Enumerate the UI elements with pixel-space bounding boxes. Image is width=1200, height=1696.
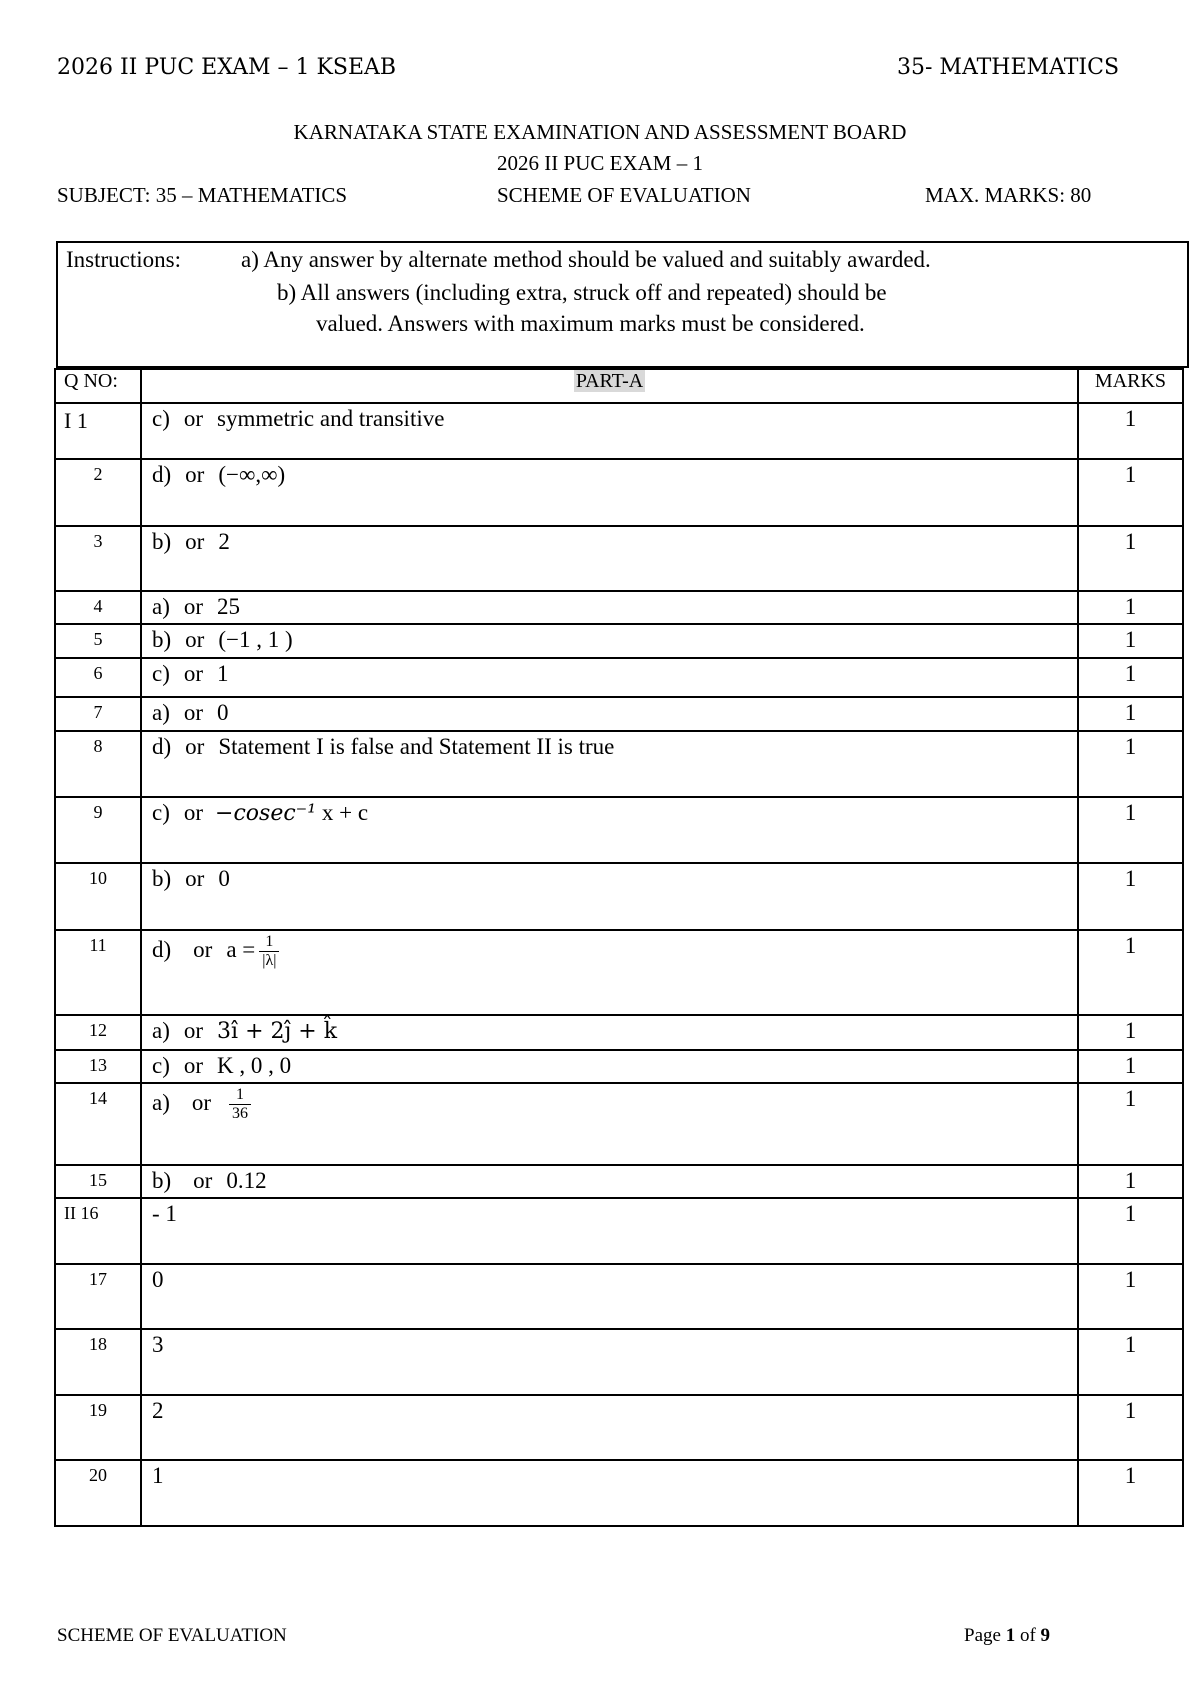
answer-cell: - 1 — [141, 1198, 1078, 1264]
table-row — [55, 1264, 1183, 1329]
marks-cell: 1 — [1078, 731, 1183, 797]
q-number: 8 — [55, 731, 141, 797]
q-number: 19 — [55, 1395, 141, 1460]
answer-cell: b) or 2 — [141, 526, 1078, 591]
q-number: I 1 — [55, 403, 141, 459]
table-row — [55, 1395, 1183, 1460]
answer-cell: d) or a = $\frac{1}{|\lambda|}$ — [141, 930, 1078, 1015]
page-indicator: Page 1 of 9 — [964, 1625, 1051, 1646]
marks-cell: 1 — [1078, 1264, 1183, 1329]
table-row — [55, 930, 1183, 1015]
table-row — [55, 459, 1183, 526]
max-marks-label: MAX. MARKS: 80 — [925, 183, 1092, 207]
col-part — [141, 369, 1078, 403]
q-number: 4 — [55, 591, 141, 624]
q-number: 18 — [55, 1329, 141, 1395]
marks-cell: 1 — [1078, 591, 1183, 624]
marks-cell: 1 — [1078, 863, 1183, 930]
table-row — [55, 1198, 1183, 1264]
answer-cell: 2 — [141, 1395, 1078, 1460]
q-number: 9 — [55, 797, 141, 863]
q-number: 5 — [55, 624, 141, 658]
q-number: 3 — [55, 526, 141, 591]
col-qno: Q NO: — [55, 369, 141, 403]
q-number: 10 — [55, 863, 141, 930]
marks-cell: 1 — [1078, 1015, 1183, 1050]
table-row — [55, 1165, 1183, 1198]
instruction-a: a) Any answer by alternate method should be valued and suitably awarded. — [241, 247, 931, 272]
scheme-label: SCHEME OF EVALUATION — [497, 183, 751, 207]
table-row — [55, 526, 1183, 591]
table-header-row — [55, 369, 1183, 403]
answer-cell: b) or 0.12 — [141, 1165, 1078, 1198]
answer-cell: a) or 0 — [141, 697, 1078, 731]
part-a-label: PART-A — [575, 370, 644, 392]
answer-cell: a) or 25 — [141, 591, 1078, 624]
answer-cell: c) or 1 — [141, 658, 1078, 697]
table-row — [55, 1083, 1183, 1165]
answer-cell: b) or (−1 , 1 ) — [141, 624, 1078, 658]
table-row — [55, 1460, 1183, 1526]
instructions-box — [56, 241, 1189, 368]
q-number: II 16 — [55, 1198, 141, 1264]
marks-cell: 1 — [1078, 658, 1183, 697]
q-number: 15 — [55, 1165, 141, 1198]
fraction: $\frac{1}{|\lambda|}$ — [259, 933, 279, 970]
header-right: 35- MATHEMATICS — [897, 55, 1120, 80]
answer-cell: c) or symmetric and transitive — [141, 403, 1078, 459]
table-row — [55, 1015, 1183, 1050]
q-number: 20 — [55, 1460, 141, 1526]
table-row — [55, 863, 1183, 930]
marks-cell: 1 — [1078, 1329, 1183, 1395]
table-row — [55, 1329, 1183, 1395]
answer-cell: c) or −cosec⁻¹ x + c — [141, 797, 1078, 863]
instruction-b2: valued. Answers with maximum marks must be considered. — [316, 311, 865, 336]
answer-cell: b) or 0 — [141, 863, 1078, 930]
q-number: 6 — [55, 658, 141, 697]
header-left: 2026 II PUC EXAM – 1 KSEAB — [57, 55, 397, 80]
answer-cell: 0 — [141, 1264, 1078, 1329]
footer-left: SCHEME OF EVALUATION — [57, 1625, 287, 1646]
answer-cell: 3 — [141, 1329, 1078, 1395]
q-number: 13 — [55, 1050, 141, 1083]
table-row — [55, 403, 1183, 459]
q-number: 7 — [55, 697, 141, 731]
table-row — [55, 731, 1183, 797]
marks-cell: 1 — [1078, 1165, 1183, 1198]
table-row — [55, 624, 1183, 658]
marks-cell: 1 — [1078, 1395, 1183, 1460]
subject-label: SUBJECT: 35 – MATHEMATICS — [57, 183, 348, 207]
q-number: 11 — [55, 930, 141, 1015]
math-expression: −cosec⁻¹ — [215, 801, 317, 826]
marks-cell: 1 — [1078, 797, 1183, 863]
marks-cell: 1 — [1078, 1198, 1183, 1264]
q-number: 17 — [55, 1264, 141, 1329]
answer-cell: 1 — [141, 1460, 1078, 1526]
marks-cell: 1 — [1078, 1050, 1183, 1083]
q-number: 2 — [55, 459, 141, 526]
table-row — [55, 697, 1183, 731]
marks-cell: 1 — [1078, 697, 1183, 731]
q-number: 12 — [55, 1015, 141, 1050]
answer-cell: a) or 3î + 2ĵ + k̂ — [141, 1015, 1078, 1050]
answer-cell: c) or K , 0 , 0 — [141, 1050, 1078, 1083]
marks-cell: 1 — [1078, 459, 1183, 526]
col-marks: MARKS — [1078, 369, 1183, 403]
answer-cell: d) or (−∞,∞) — [141, 459, 1078, 526]
board-title: KARNATAKA STATE EXAMINATION AND ASSESSMENT BOARD — [293, 120, 907, 144]
marks-cell: 1 — [1078, 403, 1183, 459]
table-row — [55, 591, 1183, 624]
marks-cell: 1 — [1078, 526, 1183, 591]
q-number: 14 — [55, 1083, 141, 1165]
fraction: $\frac{1}{36}$ — [229, 1086, 251, 1123]
answer-table — [54, 368, 1184, 1527]
instructions-label: Instructions: — [66, 247, 181, 272]
marks-cell: 1 — [1078, 930, 1183, 1015]
table-row — [55, 797, 1183, 863]
marks-cell: 1 — [1078, 624, 1183, 658]
answer-cell: a) or $\frac{1}{36}$ — [141, 1083, 1078, 1165]
table-row — [55, 1050, 1183, 1083]
answer-cell: d) or Statement I is false and Statement II is true — [141, 731, 1078, 797]
table-row — [55, 658, 1183, 697]
marks-cell: 1 — [1078, 1460, 1183, 1526]
instruction-b1: b) All answers (including extra, struck off and repeated) should be — [277, 280, 887, 305]
marks-cell: 1 — [1078, 1083, 1183, 1165]
exam-title: 2026 II PUC EXAM – 1 — [497, 151, 703, 175]
